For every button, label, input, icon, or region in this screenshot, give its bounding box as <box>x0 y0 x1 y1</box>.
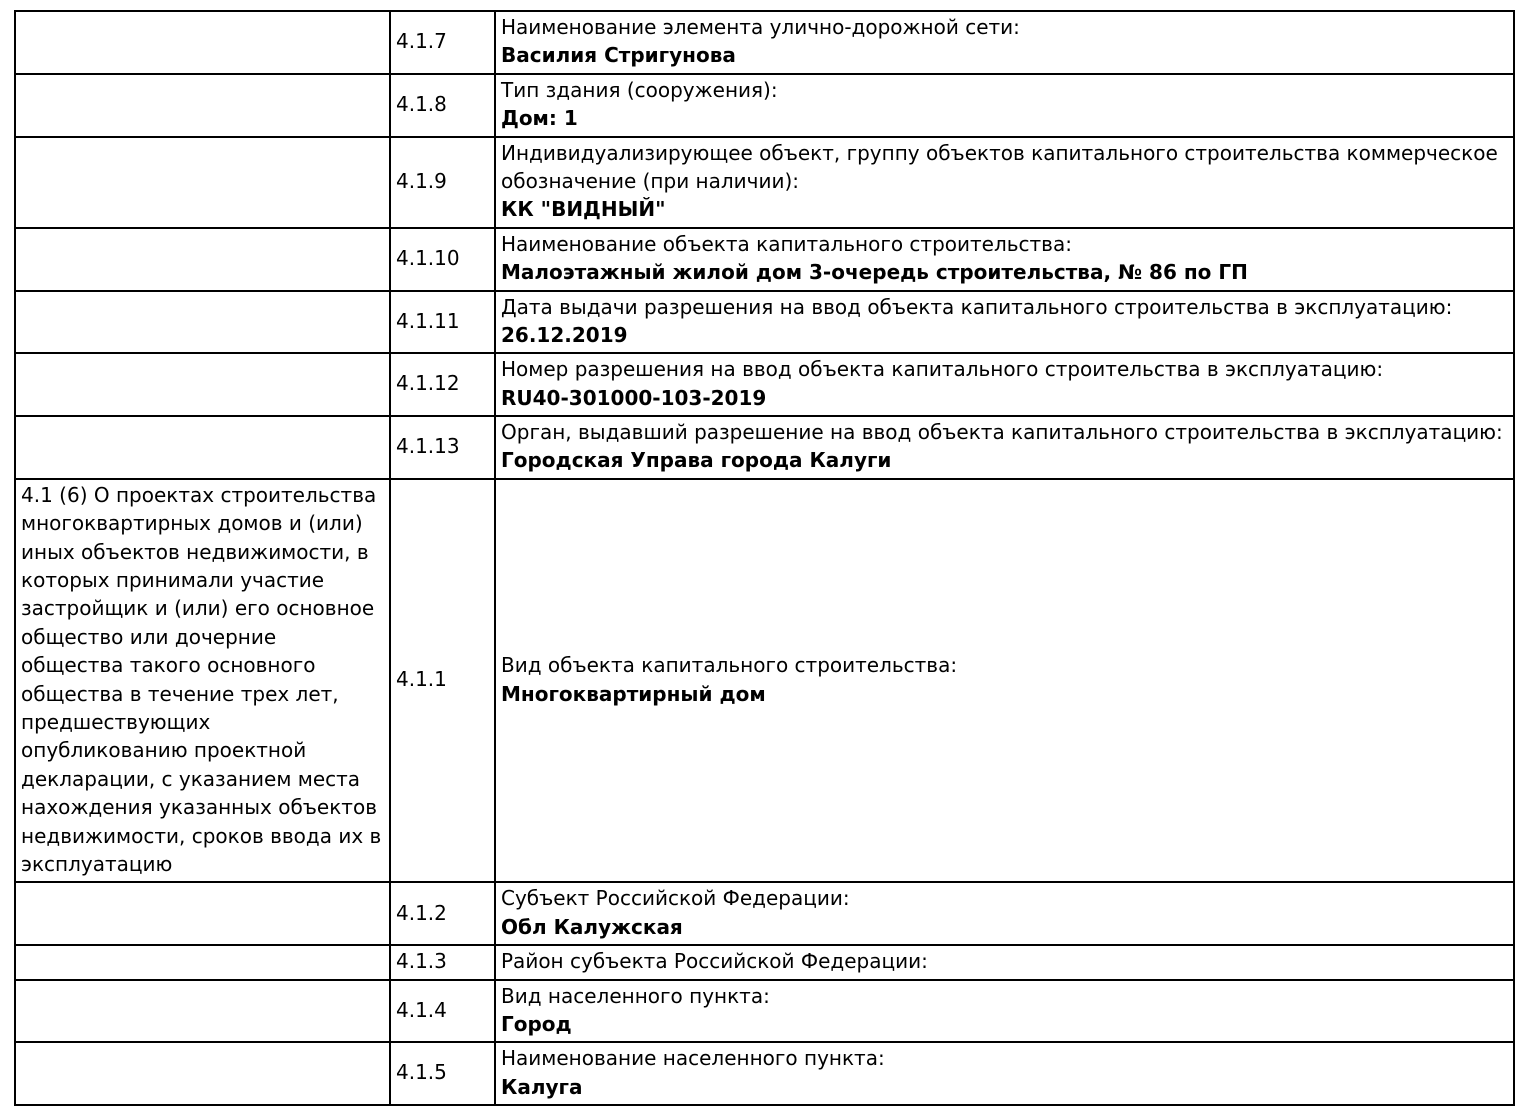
field-label: Индивидуализирующее объект, группу объектов капитального строительства коммерческое обозначение (при наличии): <box>501 140 1498 193</box>
field-value: Обл Калужская <box>501 914 683 939</box>
section-cell <box>15 945 390 979</box>
section-cell <box>15 228 390 291</box>
row-content <box>495 137 1514 228</box>
field-value: Василия Стригунова <box>501 43 736 68</box>
field-value: Городская Управа города Калуги <box>501 448 892 473</box>
row-content <box>495 479 1514 882</box>
field-label: Дата выдачи разрешения на ввод объекта капитального строительства в эксплуатацию: <box>501 294 1453 319</box>
row-number: 4.1.1 <box>390 479 495 882</box>
row-content <box>495 228 1514 291</box>
field-label: Наименование элемента улично-дорожной сети: <box>501 15 1020 39</box>
field-label: Субъект Российской Федерации: <box>501 886 850 911</box>
row-number: 4.1.10 <box>390 228 495 291</box>
field-value: Калуга <box>501 1074 583 1099</box>
row-number: 4.1.4 <box>390 980 495 1043</box>
row-content <box>495 1042 1514 1105</box>
project-declaration-table <box>14 10 1515 1106</box>
row-content <box>495 980 1514 1043</box>
section-cell <box>15 1042 390 1105</box>
section-cell: 4.1 (6) О проектах строительства многоквартирных домов и (или) иных объектов недвижимости, в которых принимали участие застройщик и (или) его основное общество или дочерние общества такого основного общества в течение трех лет, предшествующих опубликованию проектной декларации, с указанием места нахождения указанных объектов недвижимости, сроков ввода их в эксплуатацию <box>15 479 390 882</box>
row-number: 4.1.12 <box>390 353 495 416</box>
row-number: 4.1.8 <box>390 74 495 137</box>
section-cell <box>15 137 390 228</box>
row-content <box>495 74 1514 137</box>
field-label: Наименование объекта капитального строительства: <box>501 231 1072 256</box>
table-row-4-1-7 <box>15 11 1514 74</box>
field-label: Наименование населенного пункта: <box>501 1046 885 1071</box>
row-number: 4.1.5 <box>390 1042 495 1105</box>
field-value: 26.12.2019 <box>501 322 628 347</box>
table-row-4-1-8 <box>15 74 1514 137</box>
field-value: Многоквартирный дом <box>501 681 766 706</box>
row-content <box>495 353 1514 416</box>
row-number: 4.1.9 <box>390 137 495 228</box>
table-row-4-1-13 <box>15 416 1514 479</box>
field-label: Вид населенного пункта: <box>501 983 770 1008</box>
table-row-4-1-2 <box>15 882 1514 945</box>
table-row-4-1-10 <box>15 228 1514 291</box>
section-cell <box>15 416 390 479</box>
field-label: Вид объекта капитального строительства: <box>501 653 958 678</box>
section-cell <box>15 74 390 137</box>
section-cell <box>15 980 390 1043</box>
section-cell <box>15 353 390 416</box>
field-value: Малоэтажный жилой дом 3-очередь строительства, № 86 по ГП <box>501 260 1248 285</box>
table-row-4-1-1 <box>15 479 1514 882</box>
field-label: Тип здания (сооружения): <box>501 77 778 102</box>
section-cell <box>15 11 390 74</box>
table-row-4-1-5 <box>15 1042 1514 1105</box>
row-content <box>495 416 1514 479</box>
table-row-4-1-12 <box>15 353 1514 416</box>
field-label: Район субъекта Российской Федерации: <box>501 949 928 974</box>
table-row-4-1-9 <box>15 137 1514 228</box>
field-value: RU40-301000-103-2019 <box>501 385 767 410</box>
row-number: 4.1.13 <box>390 416 495 479</box>
field-value: Город <box>501 1011 572 1036</box>
row-number: 4.1.3 <box>390 945 495 979</box>
field-label: Номер разрешения на ввод объекта капитального строительства в эксплуатацию: <box>501 357 1384 382</box>
row-content <box>495 11 1514 74</box>
table-row-4-1-3 <box>15 945 1514 979</box>
row-content <box>495 291 1514 354</box>
field-value: Дом: 1 <box>501 106 578 131</box>
section-cell <box>15 882 390 945</box>
row-content <box>495 945 1514 979</box>
table-row-4-1-11 <box>15 291 1514 354</box>
row-number: 4.1.7 <box>390 11 495 74</box>
row-content <box>495 882 1514 945</box>
row-number: 4.1.2 <box>390 882 495 945</box>
section-cell <box>15 291 390 354</box>
field-label: Орган, выдавший разрешение на ввод объекта капитального строительства в эксплуатацию: <box>501 420 1503 445</box>
table-row-4-1-4 <box>15 980 1514 1043</box>
field-value: КК "ВИДНЫЙ" <box>501 197 666 222</box>
row-number: 4.1.11 <box>390 291 495 354</box>
